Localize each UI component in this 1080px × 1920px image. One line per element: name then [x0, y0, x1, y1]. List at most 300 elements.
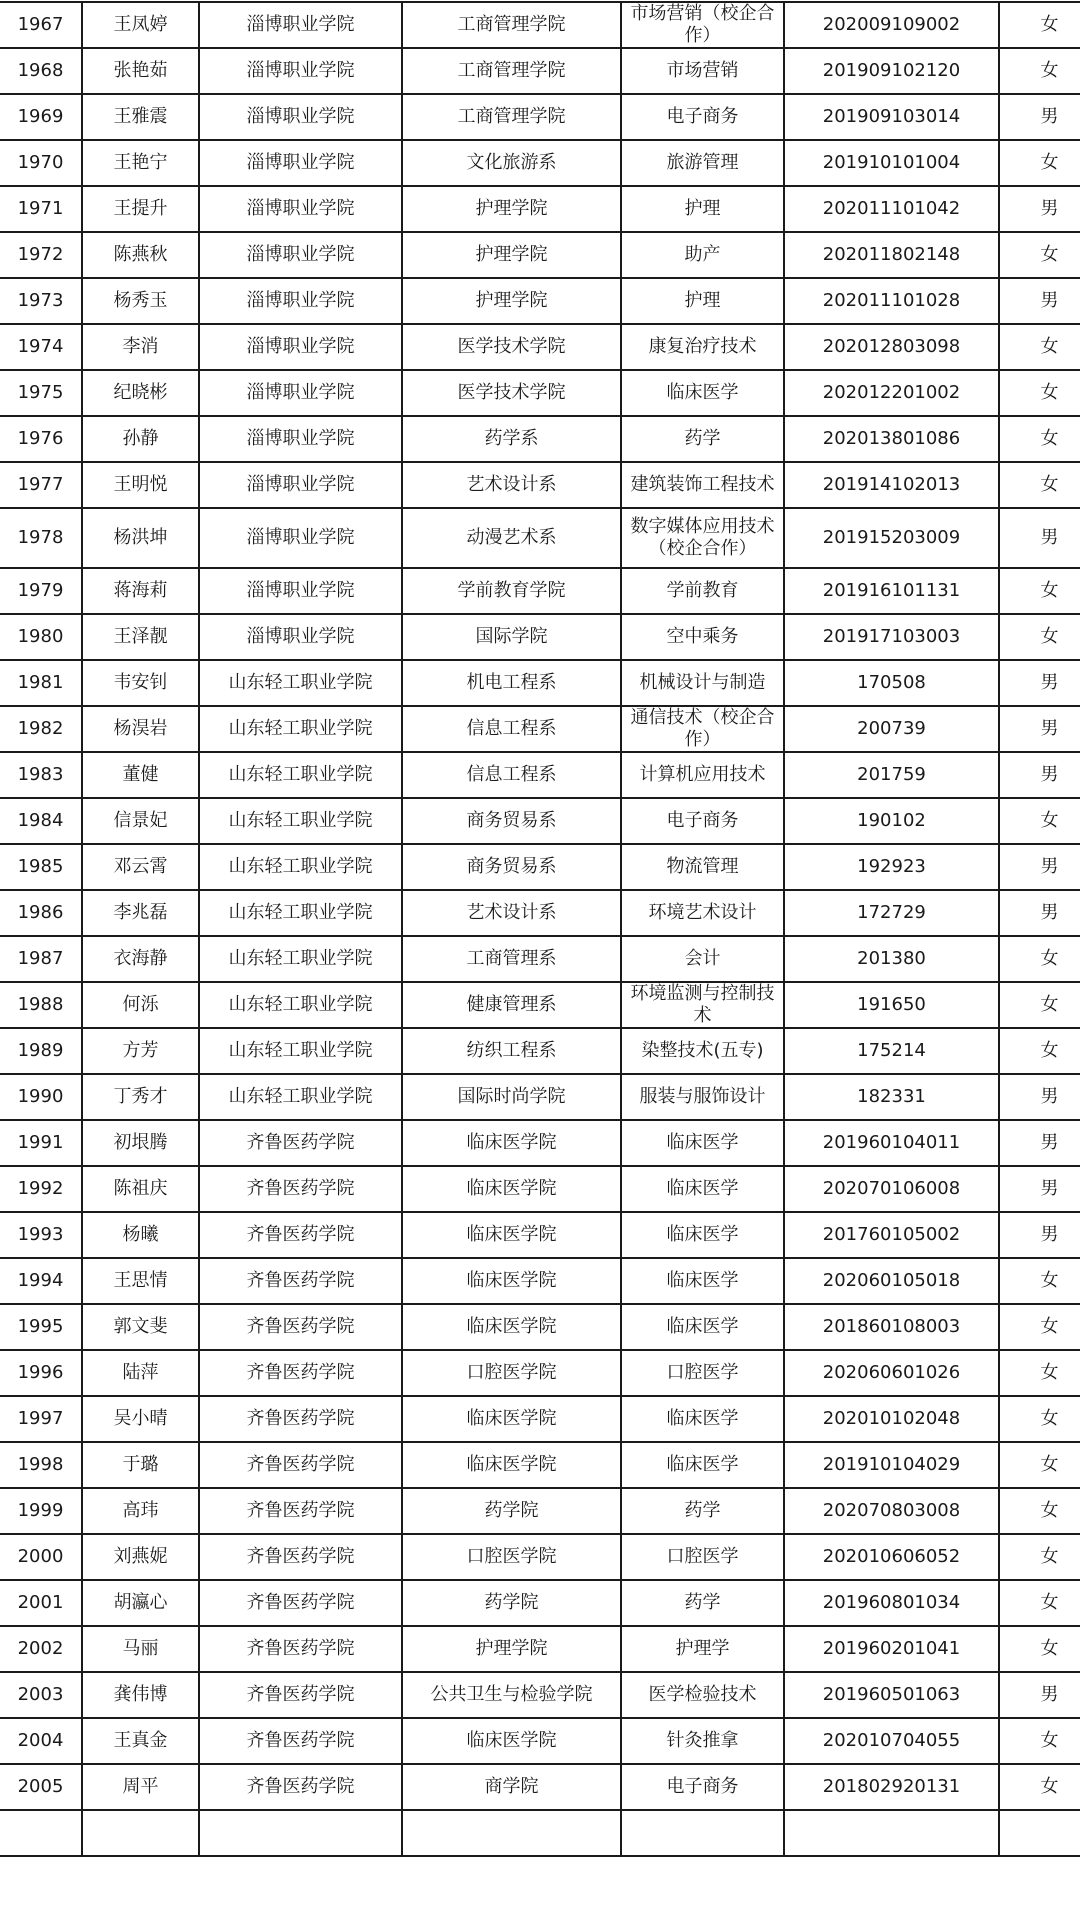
- cell-student-id: 201909103014: [784, 94, 999, 140]
- cell-gender: 女: [999, 48, 1080, 94]
- cell-major: 旅游管理: [621, 140, 784, 186]
- cell-department: 护理学院: [402, 278, 621, 324]
- cell-major: 物流管理: [621, 844, 784, 890]
- cell-department: 纺织工程系: [402, 1028, 621, 1074]
- cell-number: 1974: [0, 324, 82, 370]
- cell-major: 环境监测与控制技术: [621, 982, 784, 1028]
- table-row: [0, 1580, 1080, 1626]
- cell-name: 张艳茹: [82, 48, 199, 94]
- cell-number: 1972: [0, 232, 82, 278]
- cell-student-id: 192923: [784, 844, 999, 890]
- cell-number: [0, 1810, 82, 1856]
- cell-number: 1977: [0, 462, 82, 508]
- cell-school: 淄博职业学院: [199, 278, 402, 324]
- cell-department: 商务贸易系: [402, 798, 621, 844]
- cell-school: 山东轻工职业学院: [199, 844, 402, 890]
- cell-name: 陆萍: [82, 1350, 199, 1396]
- cell-department: 健康管理系: [402, 982, 621, 1028]
- cell-major: 助产: [621, 232, 784, 278]
- table-body: [0, 2, 1080, 1856]
- cell-major: 临床医学: [621, 370, 784, 416]
- cell-school: 淄博职业学院: [199, 508, 402, 568]
- cell-school: 山东轻工职业学院: [199, 1028, 402, 1074]
- cell-school: 淄博职业学院: [199, 568, 402, 614]
- cell-student-id: 190102: [784, 798, 999, 844]
- cell-department: 信息工程系: [402, 706, 621, 752]
- cell-gender: 女: [999, 1396, 1080, 1442]
- cell-name: 王思情: [82, 1258, 199, 1304]
- cell-gender: 女: [999, 936, 1080, 982]
- cell-school: 淄博职业学院: [199, 48, 402, 94]
- cell-student-id: 202012803098: [784, 324, 999, 370]
- cell-number: 1981: [0, 660, 82, 706]
- cell-name: 高玮: [82, 1488, 199, 1534]
- cell-student-id: 202060105018: [784, 1258, 999, 1304]
- cell-name: 王凤婷: [82, 2, 199, 48]
- cell-name: 李消: [82, 324, 199, 370]
- cell-student-id: 202009109002: [784, 2, 999, 48]
- cell-department: 工商管理学院: [402, 48, 621, 94]
- cell-number: 2000: [0, 1534, 82, 1580]
- cell-department: 艺术设计系: [402, 462, 621, 508]
- cell-gender: 女: [999, 798, 1080, 844]
- cell-major: 数字媒体应用技术（校企合作）: [621, 508, 784, 568]
- table-row: [0, 1120, 1080, 1166]
- cell-department: 药学院: [402, 1488, 621, 1534]
- cell-student-id: 200739: [784, 706, 999, 752]
- cell-major: 临床医学: [621, 1120, 784, 1166]
- table-row: [0, 752, 1080, 798]
- cell-school: 淄博职业学院: [199, 140, 402, 186]
- cell-major: 通信技术（校企合作）: [621, 706, 784, 752]
- cell-student-id: 202012201002: [784, 370, 999, 416]
- cell-department: 公共卫生与检验学院: [402, 1672, 621, 1718]
- table-row: [0, 1304, 1080, 1350]
- cell-school: 齐鲁医药学院: [199, 1580, 402, 1626]
- cell-gender: 男: [999, 186, 1080, 232]
- cell-number: 1990: [0, 1074, 82, 1120]
- cell-school: 淄博职业学院: [199, 416, 402, 462]
- cell-gender: 女: [999, 1258, 1080, 1304]
- table-row: [0, 844, 1080, 890]
- cell-department: 商学院: [402, 1764, 621, 1810]
- cell-gender: 女: [999, 1028, 1080, 1074]
- cell-major: 护理: [621, 278, 784, 324]
- cell-number: 1973: [0, 278, 82, 324]
- cell-major: 服装与服饰设计: [621, 1074, 784, 1120]
- cell-student-id: 201759: [784, 752, 999, 798]
- cell-number: 1967: [0, 2, 82, 48]
- table-row: [0, 416, 1080, 462]
- cell-number: 2005: [0, 1764, 82, 1810]
- table-row: [0, 462, 1080, 508]
- cell-name: 王艳宁: [82, 140, 199, 186]
- cell-department: 临床医学院: [402, 1212, 621, 1258]
- cell-school: 齐鲁医药学院: [199, 1258, 402, 1304]
- cell-major: 会计: [621, 936, 784, 982]
- cell-name: 蒋海莉: [82, 568, 199, 614]
- cell-gender: 男: [999, 706, 1080, 752]
- cell-major: 市场营销: [621, 48, 784, 94]
- cell-gender: 男: [999, 1212, 1080, 1258]
- cell-gender: 女: [999, 614, 1080, 660]
- cell-name: 马丽: [82, 1626, 199, 1672]
- cell-number: 1971: [0, 186, 82, 232]
- table-row: [0, 936, 1080, 982]
- table-row: [0, 278, 1080, 324]
- cell-gender: 女: [999, 982, 1080, 1028]
- cell-student-id: 172729: [784, 890, 999, 936]
- cell-name: 王提升: [82, 186, 199, 232]
- cell-number: 1989: [0, 1028, 82, 1074]
- cell-major: 口腔医学: [621, 1534, 784, 1580]
- cell-name: 陈祖庆: [82, 1166, 199, 1212]
- cell-gender: 男: [999, 890, 1080, 936]
- cell-major: 临床医学: [621, 1166, 784, 1212]
- cell-number: 1998: [0, 1442, 82, 1488]
- cell-name: 陈燕秋: [82, 232, 199, 278]
- cell-major: 环境艺术设计: [621, 890, 784, 936]
- cell-department: 医学技术学院: [402, 370, 621, 416]
- cell-school: 齐鲁医药学院: [199, 1626, 402, 1672]
- cell-name: 周平: [82, 1764, 199, 1810]
- cell-gender: 女: [999, 370, 1080, 416]
- cell-number: 1986: [0, 890, 82, 936]
- table-row: [0, 324, 1080, 370]
- cell-gender: 女: [999, 140, 1080, 186]
- cell-name: 信景妃: [82, 798, 199, 844]
- cell-name: 杨曦: [82, 1212, 199, 1258]
- table-row: [0, 186, 1080, 232]
- cell-major: 计算机应用技术: [621, 752, 784, 798]
- cell-number: 1970: [0, 140, 82, 186]
- cell-gender: 男: [999, 752, 1080, 798]
- cell-name: [82, 1810, 199, 1856]
- cell-school: 齐鲁医药学院: [199, 1396, 402, 1442]
- cell-student-id: 202010606052: [784, 1534, 999, 1580]
- cell-student-id: 201915203009: [784, 508, 999, 568]
- cell-department: 医学技术学院: [402, 324, 621, 370]
- cell-student-id: 182331: [784, 1074, 999, 1120]
- cell-student-id: 202070803008: [784, 1488, 999, 1534]
- cell-gender: 女: [999, 1580, 1080, 1626]
- cell-number: 1988: [0, 982, 82, 1028]
- cell-gender: 女: [999, 1718, 1080, 1764]
- cell-school: 淄博职业学院: [199, 614, 402, 660]
- cell-major: 药学: [621, 416, 784, 462]
- cell-gender: 男: [999, 1166, 1080, 1212]
- cell-department: 学前教育学院: [402, 568, 621, 614]
- cell-gender: 男: [999, 1672, 1080, 1718]
- cell-student-id: 201860108003: [784, 1304, 999, 1350]
- cell-number: 2003: [0, 1672, 82, 1718]
- cell-name: 刘燕妮: [82, 1534, 199, 1580]
- cell-school: 齐鲁医药学院: [199, 1304, 402, 1350]
- cell-name: 衣海静: [82, 936, 199, 982]
- cell-student-id: 202010704055: [784, 1718, 999, 1764]
- cell-number: 1997: [0, 1396, 82, 1442]
- cell-name: 吴小晴: [82, 1396, 199, 1442]
- cell-gender: 女: [999, 1626, 1080, 1672]
- cell-major: 学前教育: [621, 568, 784, 614]
- cell-department: 临床医学院: [402, 1120, 621, 1166]
- cell-gender: 女: [999, 1764, 1080, 1810]
- cell-gender: 女: [999, 1488, 1080, 1534]
- cell-major: 临床医学: [621, 1442, 784, 1488]
- cell-name: 邓云霄: [82, 844, 199, 890]
- student-list-table: [0, 1, 1080, 1857]
- cell-number: 1969: [0, 94, 82, 140]
- cell-name: 王明悦: [82, 462, 199, 508]
- cell-major: 电子商务: [621, 94, 784, 140]
- cell-number: 1983: [0, 752, 82, 798]
- cell-department: 工商管理系: [402, 936, 621, 982]
- table-row: [0, 1028, 1080, 1074]
- cell-student-id: 201380: [784, 936, 999, 982]
- table-row: [0, 1396, 1080, 1442]
- table-row: [0, 1212, 1080, 1258]
- cell-department: 临床医学院: [402, 1442, 621, 1488]
- table-row: [0, 1534, 1080, 1580]
- cell-major: 口腔医学: [621, 1350, 784, 1396]
- cell-school: 山东轻工职业学院: [199, 752, 402, 798]
- cell-gender: 男: [999, 94, 1080, 140]
- table-row: [0, 94, 1080, 140]
- cell-number: 1987: [0, 936, 82, 982]
- table-row: [0, 508, 1080, 568]
- cell-number: 2002: [0, 1626, 82, 1672]
- table-row: [0, 1626, 1080, 1672]
- table-row: [0, 140, 1080, 186]
- cell-number: 1994: [0, 1258, 82, 1304]
- cell-school: 山东轻工职业学院: [199, 936, 402, 982]
- cell-school: 淄博职业学院: [199, 2, 402, 48]
- cell-gender: 女: [999, 1304, 1080, 1350]
- cell-department: 临床医学院: [402, 1718, 621, 1764]
- cell-school: 淄博职业学院: [199, 232, 402, 278]
- cell-name: 于璐: [82, 1442, 199, 1488]
- cell-major: 护理学: [621, 1626, 784, 1672]
- table-row: [0, 660, 1080, 706]
- cell-name: 杨秀玉: [82, 278, 199, 324]
- table-row: [0, 1718, 1080, 1764]
- cell-number: 1982: [0, 706, 82, 752]
- cell-school: 淄博职业学院: [199, 186, 402, 232]
- cell-department: 药学系: [402, 416, 621, 462]
- cell-gender: 女: [999, 324, 1080, 370]
- cell-gender: 女: [999, 2, 1080, 48]
- cell-major: 机械设计与制造: [621, 660, 784, 706]
- cell-school: 淄博职业学院: [199, 462, 402, 508]
- cell-number: 1979: [0, 568, 82, 614]
- table-row: [0, 1166, 1080, 1212]
- cell-major: 染整技术(五专): [621, 1028, 784, 1074]
- table-row: [0, 1258, 1080, 1304]
- cell-gender: 女: [999, 1350, 1080, 1396]
- cell-school: 齐鲁医药学院: [199, 1442, 402, 1488]
- cell-gender: 女: [999, 1534, 1080, 1580]
- cell-major: 电子商务: [621, 1764, 784, 1810]
- cell-number: 1991: [0, 1120, 82, 1166]
- cell-major: 临床医学: [621, 1396, 784, 1442]
- cell-student-id: 202070106008: [784, 1166, 999, 1212]
- cell-gender: 女: [999, 1442, 1080, 1488]
- cell-school: 山东轻工职业学院: [199, 982, 402, 1028]
- cell-student-id: 202011802148: [784, 232, 999, 278]
- cell-major: 建筑装饰工程技术: [621, 462, 784, 508]
- cell-name: 杨洪坤: [82, 508, 199, 568]
- cell-school: 齐鲁医药学院: [199, 1534, 402, 1580]
- cell-school: 山东轻工职业学院: [199, 660, 402, 706]
- cell-major: 电子商务: [621, 798, 784, 844]
- table-row: [0, 890, 1080, 936]
- cell-department: 药学院: [402, 1580, 621, 1626]
- cell-major: 临床医学: [621, 1212, 784, 1258]
- cell-department: 艺术设计系: [402, 890, 621, 936]
- cell-school: 山东轻工职业学院: [199, 706, 402, 752]
- cell-student-id: 201802920131: [784, 1764, 999, 1810]
- cell-name: 丁秀才: [82, 1074, 199, 1120]
- cell-student-id: 201910101004: [784, 140, 999, 186]
- cell-student-id: [784, 1810, 999, 1856]
- cell-gender: 男: [999, 278, 1080, 324]
- table-row: [0, 568, 1080, 614]
- table-row: [0, 1442, 1080, 1488]
- cell-student-id: 202010102048: [784, 1396, 999, 1442]
- cell-name: 郭文斐: [82, 1304, 199, 1350]
- cell-department: [402, 1810, 621, 1856]
- cell-major: 空中乘务: [621, 614, 784, 660]
- cell-school: 齐鲁医药学院: [199, 1212, 402, 1258]
- table-row: [0, 1672, 1080, 1718]
- cell-department: 口腔医学院: [402, 1534, 621, 1580]
- cell-school: 淄博职业学院: [199, 370, 402, 416]
- cell-department: 临床医学院: [402, 1258, 621, 1304]
- table-row: [0, 706, 1080, 752]
- table-row: [0, 982, 1080, 1028]
- cell-school: 齐鲁医药学院: [199, 1350, 402, 1396]
- cell-department: 临床医学院: [402, 1166, 621, 1212]
- cell-student-id: 202011101028: [784, 278, 999, 324]
- cell-student-id: 201917103003: [784, 614, 999, 660]
- cell-department: 国际时尚学院: [402, 1074, 621, 1120]
- cell-student-id: 201960501063: [784, 1672, 999, 1718]
- cell-department: 护理学院: [402, 186, 621, 232]
- cell-gender: 女: [999, 232, 1080, 278]
- cell-school: [199, 1810, 402, 1856]
- cell-gender: 男: [999, 1120, 1080, 1166]
- cell-department: 机电工程系: [402, 660, 621, 706]
- cell-gender: 女: [999, 416, 1080, 462]
- cell-major: 医学检验技术: [621, 1672, 784, 1718]
- cell-number: 1980: [0, 614, 82, 660]
- cell-gender: 男: [999, 660, 1080, 706]
- cell-school: 齐鲁医药学院: [199, 1488, 402, 1534]
- cell-student-id: 201960801034: [784, 1580, 999, 1626]
- cell-gender: 男: [999, 1074, 1080, 1120]
- cell-number: 1984: [0, 798, 82, 844]
- cell-name: 李兆磊: [82, 890, 199, 936]
- student-list-table-container: [0, 1, 1080, 1857]
- cell-name: 何泺: [82, 982, 199, 1028]
- cell-department: 护理学院: [402, 1626, 621, 1672]
- cell-school: 齐鲁医药学院: [199, 1166, 402, 1212]
- cell-school: 齐鲁医药学院: [199, 1764, 402, 1810]
- table-row: [0, 48, 1080, 94]
- cell-school: 淄博职业学院: [199, 94, 402, 140]
- cell-name: 初垠腾: [82, 1120, 199, 1166]
- cell-gender: 男: [999, 508, 1080, 568]
- cell-student-id: 202060601026: [784, 1350, 999, 1396]
- table-row: [0, 1488, 1080, 1534]
- cell-number: 1999: [0, 1488, 82, 1534]
- cell-major: 针灸推拿: [621, 1718, 784, 1764]
- cell-number: 1978: [0, 508, 82, 568]
- cell-number: 1975: [0, 370, 82, 416]
- cell-number: 1993: [0, 1212, 82, 1258]
- cell-department: 口腔医学院: [402, 1350, 621, 1396]
- cell-school: 山东轻工职业学院: [199, 798, 402, 844]
- cell-gender: 女: [999, 568, 1080, 614]
- cell-student-id: 201909102120: [784, 48, 999, 94]
- cell-department: 国际学院: [402, 614, 621, 660]
- cell-department: 临床医学院: [402, 1396, 621, 1442]
- cell-department: 信息工程系: [402, 752, 621, 798]
- cell-name: 王真金: [82, 1718, 199, 1764]
- cell-number: 1968: [0, 48, 82, 94]
- cell-student-id: 201914102013: [784, 462, 999, 508]
- cell-number: 1976: [0, 416, 82, 462]
- cell-school: 齐鲁医药学院: [199, 1718, 402, 1764]
- cell-number: 1995: [0, 1304, 82, 1350]
- cell-number: 2001: [0, 1580, 82, 1626]
- cell-number: 2004: [0, 1718, 82, 1764]
- table-row: [0, 1810, 1080, 1856]
- table-row: [0, 370, 1080, 416]
- cell-name: 王泽靓: [82, 614, 199, 660]
- cell-student-id: 191650: [784, 982, 999, 1028]
- cell-name: 龚伟博: [82, 1672, 199, 1718]
- table-row: [0, 1350, 1080, 1396]
- cell-student-id: 201960201041: [784, 1626, 999, 1672]
- cell-student-id: 175214: [784, 1028, 999, 1074]
- cell-department: 商务贸易系: [402, 844, 621, 890]
- cell-name: 杨淏岩: [82, 706, 199, 752]
- cell-major: 康复治疗技术: [621, 324, 784, 370]
- cell-name: 纪晓彬: [82, 370, 199, 416]
- cell-name: 方芳: [82, 1028, 199, 1074]
- cell-gender: 女: [999, 462, 1080, 508]
- cell-gender: 男: [999, 844, 1080, 890]
- cell-student-id: 201916101131: [784, 568, 999, 614]
- cell-name: 韦安钊: [82, 660, 199, 706]
- cell-student-id: 201960104011: [784, 1120, 999, 1166]
- table-row: [0, 1764, 1080, 1810]
- cell-school: 齐鲁医药学院: [199, 1120, 402, 1166]
- cell-name: 董健: [82, 752, 199, 798]
- cell-name: 胡瀛心: [82, 1580, 199, 1626]
- cell-number: 1985: [0, 844, 82, 890]
- table-row: [0, 232, 1080, 278]
- table-row: [0, 2, 1080, 48]
- cell-major: 临床医学: [621, 1304, 784, 1350]
- cell-name: 孙静: [82, 416, 199, 462]
- table-row: [0, 798, 1080, 844]
- cell-school: 齐鲁医药学院: [199, 1672, 402, 1718]
- cell-major: 药学: [621, 1580, 784, 1626]
- cell-student-id: 170508: [784, 660, 999, 706]
- cell-department: 临床医学院: [402, 1304, 621, 1350]
